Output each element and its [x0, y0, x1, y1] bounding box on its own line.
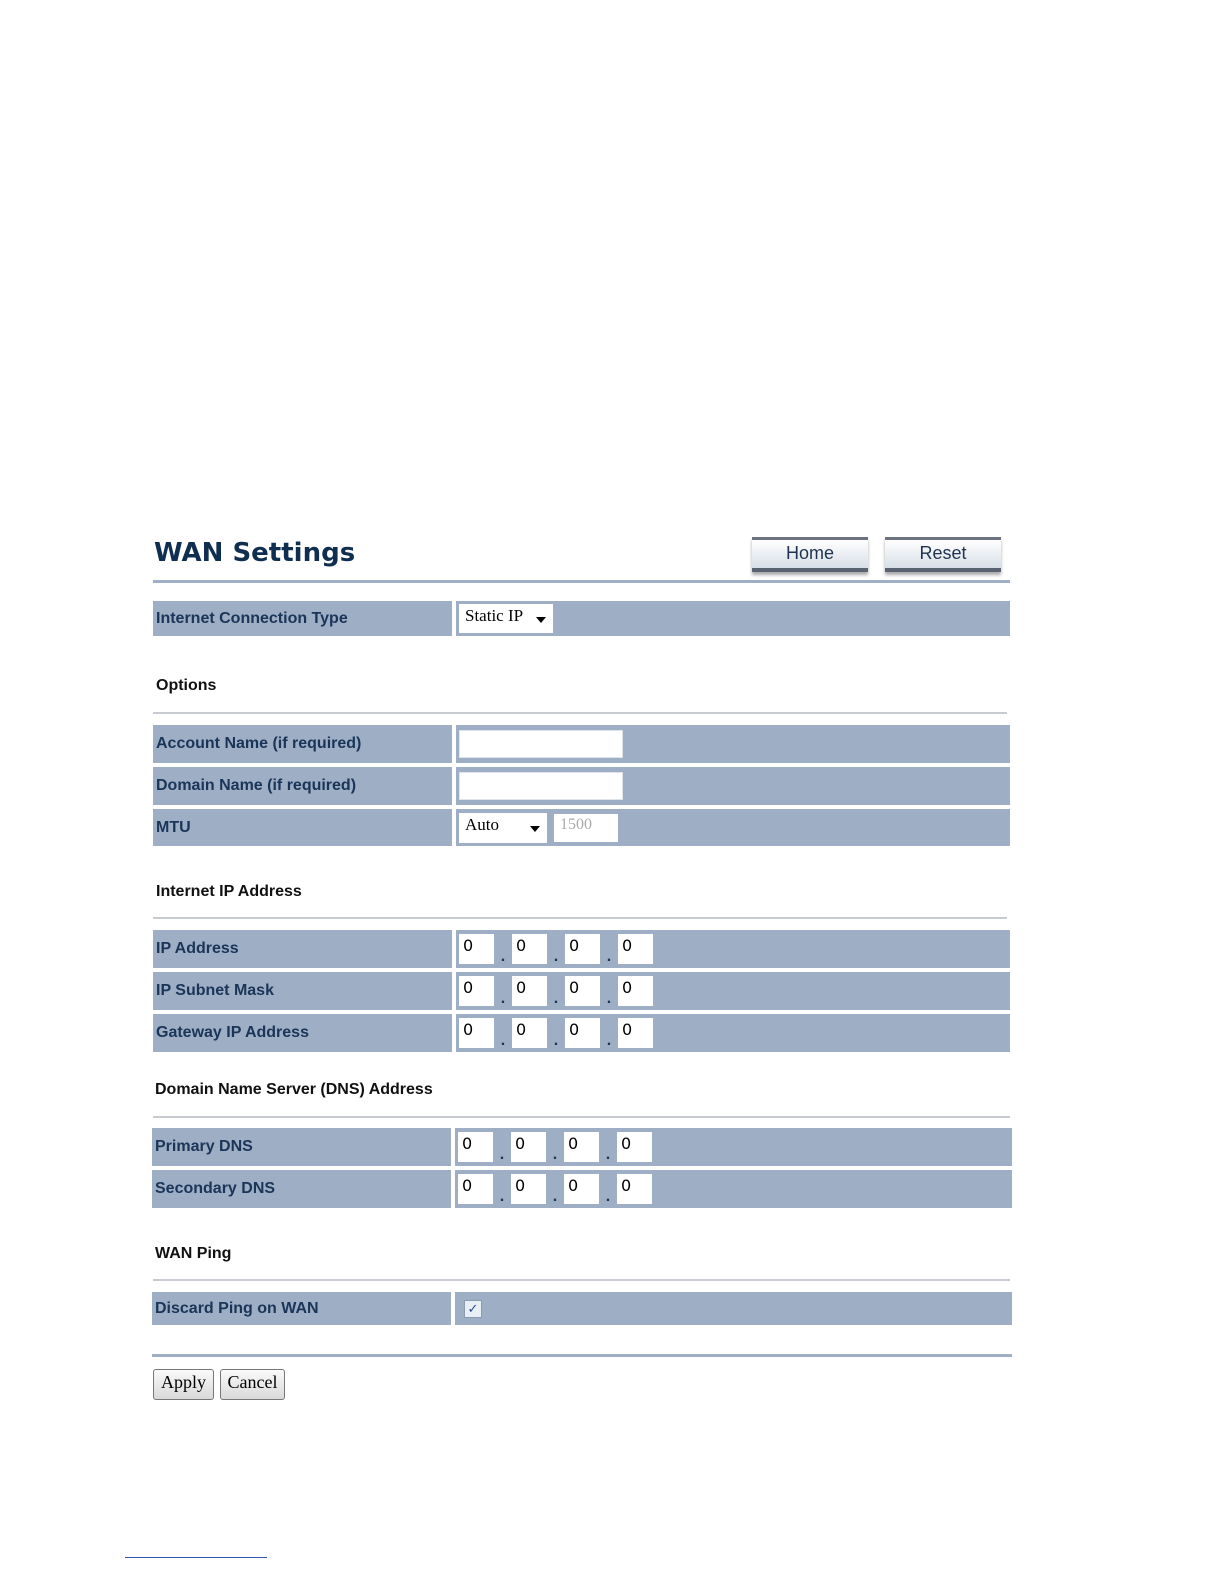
internet-ip-heading: Internet IP Address	[156, 883, 302, 900]
octet-input[interactable]: 0	[512, 934, 547, 964]
octet-separator: .	[552, 1146, 558, 1163]
octet-separator: .	[606, 990, 612, 1007]
octet-input[interactable]: 0	[617, 1174, 652, 1204]
domain-name-label: Domain Name (if required)	[153, 767, 452, 805]
octet-input[interactable]: 0	[512, 1018, 547, 1048]
octet-separator: .	[499, 1146, 505, 1163]
divider	[152, 1354, 1012, 1357]
octet-input[interactable]: 0	[564, 1132, 599, 1162]
options-heading: Options	[156, 677, 217, 694]
connection-type-value: Static IP	[465, 606, 524, 625]
ip-row-label: IP Address	[153, 930, 452, 968]
octet-input[interactable]: 0	[458, 1132, 493, 1162]
octet-separator: .	[553, 1032, 559, 1049]
mtu-value-input[interactable]: 1500	[554, 814, 618, 842]
octet-input[interactable]: 0	[565, 1018, 600, 1048]
divider	[153, 917, 1007, 919]
octet-separator: .	[500, 990, 506, 1007]
discard-ping-checkbox[interactable]: ✓	[464, 1300, 482, 1318]
chevron-down-icon	[530, 826, 540, 832]
octet-separator: .	[499, 1188, 505, 1205]
ip-row	[153, 972, 1010, 1010]
mtu-mode-select[interactable]	[459, 813, 547, 843]
dns-heading: Domain Name Server (DNS) Address	[155, 1081, 433, 1098]
octet-separator: .	[605, 1188, 611, 1205]
octet-input[interactable]: 0	[459, 1018, 494, 1048]
octet-input[interactable]: 0	[458, 1174, 493, 1204]
discard-ping-label: Discard Ping on WAN	[152, 1292, 451, 1325]
home-button[interactable]: Home	[752, 537, 868, 572]
octet-input[interactable]: 0	[459, 934, 494, 964]
ip-row-label: Primary DNS	[152, 1128, 451, 1166]
octet-separator: .	[500, 948, 506, 965]
wan-ping-heading: WAN Ping	[155, 1245, 232, 1262]
octet-input[interactable]: 0	[459, 976, 494, 1006]
mtu-mode-value: Auto	[465, 814, 499, 834]
ip-row	[153, 1014, 1010, 1052]
ip-row	[152, 1128, 1012, 1166]
domain-name-input[interactable]	[459, 772, 623, 800]
account-name-row	[153, 725, 1010, 763]
footnote-rule	[125, 1557, 267, 1558]
divider	[153, 1279, 1010, 1281]
ip-row-label: Secondary DNS	[152, 1170, 451, 1208]
octet-input[interactable]: 0	[565, 934, 600, 964]
divider	[153, 1116, 1010, 1118]
domain-name-row	[153, 767, 1010, 805]
octet-input[interactable]: 0	[564, 1174, 599, 1204]
octet-input[interactable]: 0	[511, 1174, 546, 1204]
divider	[153, 712, 1007, 714]
account-name-input[interactable]	[459, 730, 623, 758]
apply-button[interactable]: Apply	[153, 1369, 214, 1400]
ip-row-label: IP Subnet Mask	[153, 972, 452, 1010]
connection-type-row	[153, 601, 1010, 636]
octet-separator: .	[606, 948, 612, 965]
ip-row	[153, 930, 1010, 968]
mtu-row	[153, 809, 1010, 846]
octet-input[interactable]: 0	[618, 1018, 653, 1048]
page-title: WAN Settings	[154, 538, 356, 568]
discard-ping-row	[152, 1292, 1012, 1325]
octet-separator: .	[553, 990, 559, 1007]
octet-input[interactable]: 0	[565, 976, 600, 1006]
octet-input[interactable]: 0	[512, 976, 547, 1006]
account-name-label: Account Name (if required)	[153, 725, 452, 763]
cancel-button[interactable]: Cancel	[220, 1369, 285, 1400]
chevron-down-icon	[536, 617, 546, 623]
octet-separator: .	[500, 1032, 506, 1049]
octet-separator: .	[606, 1032, 612, 1049]
mtu-label: MTU	[153, 809, 452, 846]
octet-input[interactable]: 0	[618, 976, 653, 1006]
octet-input[interactable]: 0	[617, 1132, 652, 1162]
octet-separator: .	[552, 1188, 558, 1205]
ip-row	[152, 1170, 1012, 1208]
connection-type-select[interactable]	[459, 604, 553, 633]
connection-type-label: Internet Connection Type	[153, 601, 452, 636]
octet-separator: .	[605, 1146, 611, 1163]
octet-input[interactable]: 0	[618, 934, 653, 964]
octet-separator: .	[553, 948, 559, 965]
octet-input[interactable]: 0	[511, 1132, 546, 1162]
reset-button[interactable]: Reset	[885, 537, 1001, 572]
ip-row-label: Gateway IP Address	[153, 1014, 452, 1052]
divider	[153, 580, 1010, 583]
